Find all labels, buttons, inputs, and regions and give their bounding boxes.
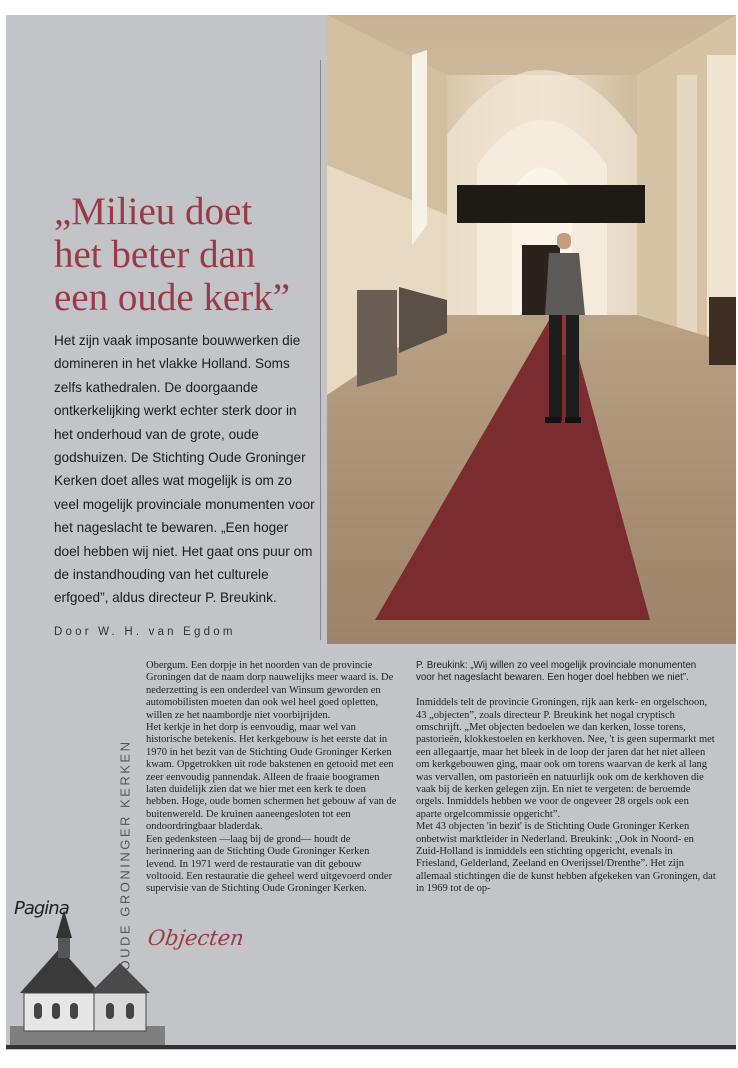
column-divider	[320, 60, 321, 640]
church-interior-photo	[327, 15, 736, 644]
intro-paragraph: Het zijn vaak imposante bouwwerken die domineren in het vlakke Holland. Soms zelfs kathedralen. De doorgaande ontkerkelijking werkt echter sterk door in het onderhoud van de grote, oude godshuizen. De Stichting Oude Groninger Kerken doet alles wat mogelijk is om zo veel mogelijk provinciale monumenten voor het nageslacht te bewaren. „Een hoger doel hebben wij niet. Het gaat ons puur om de instandhouding van het culturele erfgoed”, aldus directeur P. Breukink.	[54, 333, 315, 606]
article-column-1	[146, 660, 400, 896]
page-title	[54, 190, 324, 319]
paragraph: Met 43 objecten 'in bezit' is de Stichting Oude Groninger Kerken onbetwist marktleider in Nederland. Breukink: „Ook in Noord- en Zuid-Holland is inmiddels een stichting opgericht, evenals in Friesland, Gelderland, Zeeland en Overijssel/Drenthe”. Het zijn allemaal stichtingen die de kunst hebben afgekeken van Groningen, dat in 1969 tot de op-	[416, 821, 716, 895]
page-bottom-rule	[6, 1045, 736, 1049]
byline: Door W. H. van Egdom	[54, 626, 236, 638]
paragraph: Een gedenksteen —laag bij de grond— houdt de herinnering aan de Stichting Oude Groninger Kerken levend. In 1971 werd de restauratie van dit gebouw voltooid. Een restauratie die geheel werd uitgevoerd onder supervisie van de Stichting Oude Groninger Kerken.	[146, 833, 393, 895]
section-label: OUDE GRONINGER KERKEN	[117, 739, 133, 971]
headline-line: „Milieu doet	[54, 190, 253, 233]
pull-quote: P. Breukink: „Wij willen zo veel mogelijk provinciale monumenten voor het nageslacht bewaren. Een hoger doel hebben we niet”.	[416, 660, 697, 683]
pagina-logo: Pagina	[14, 898, 69, 919]
article-column-2	[416, 660, 716, 896]
church-illustration	[10, 908, 165, 1048]
paragraph: Obergum. Een dorpje in het noorden van de provincie Groningen dat de naam dorp nauwelijks meer waard is. De nederzetting is een onderdeel van Winsum geworden en automobilisten moeten dan ook wel heel goed opletten, willen ze het naambordje niet voorbijrijden.	[146, 660, 394, 721]
headline-line: het beter dan	[54, 233, 256, 276]
headline-line: een oude kerk”	[54, 276, 291, 319]
subheading: Objecten	[146, 926, 246, 950]
paragraph: Inmiddels telt de provincie Groningen, rijk aan kerk- en orgelschoon, 43 „objecten”, zoals directeur P. Breukink het nogal cryptisch omschrijft. „Met objecten bedoelen we dan kerken, losse torens, pastorieën, klokkestoelen en kerkhoven. Nee, 't is geen supermarkt met een allegaartje, maar het bleek in de loop der jaren dat het niet alleen om kerkgebouwen ging, maar ook om torens waarvan de kerk al lang was vervallen, om pastorieën en natuurlijk ook om de kerkhoven die vaak bij de kerken gelegen zijn. En niet te vergeten: de beroemde orgels. Inmiddels hebben we voor de ongeveer 28 orgels ook een aparte orgelcommissie opgericht”.	[416, 697, 715, 820]
paragraph: Het kerkje in het dorp is eenvoudig, maar wel van historische betekenis. Het kerkgebouw is het eerste dat in 1970 in het bezit van de Stichting Oude Groninger Kerken kwam. Opgetrokken uit rode bakstenen en getooid met een zeer eenvoudig pannendak. Alleen de fraaie boogramen laten duidelijk zien dat we hier met een kerk te doen hebben. Hoge, oude bomen schermen het gebouw af van de buitenwereld. De kruinen aaneengesloten tot een ondoordringbaar bladerdak.	[146, 722, 397, 833]
